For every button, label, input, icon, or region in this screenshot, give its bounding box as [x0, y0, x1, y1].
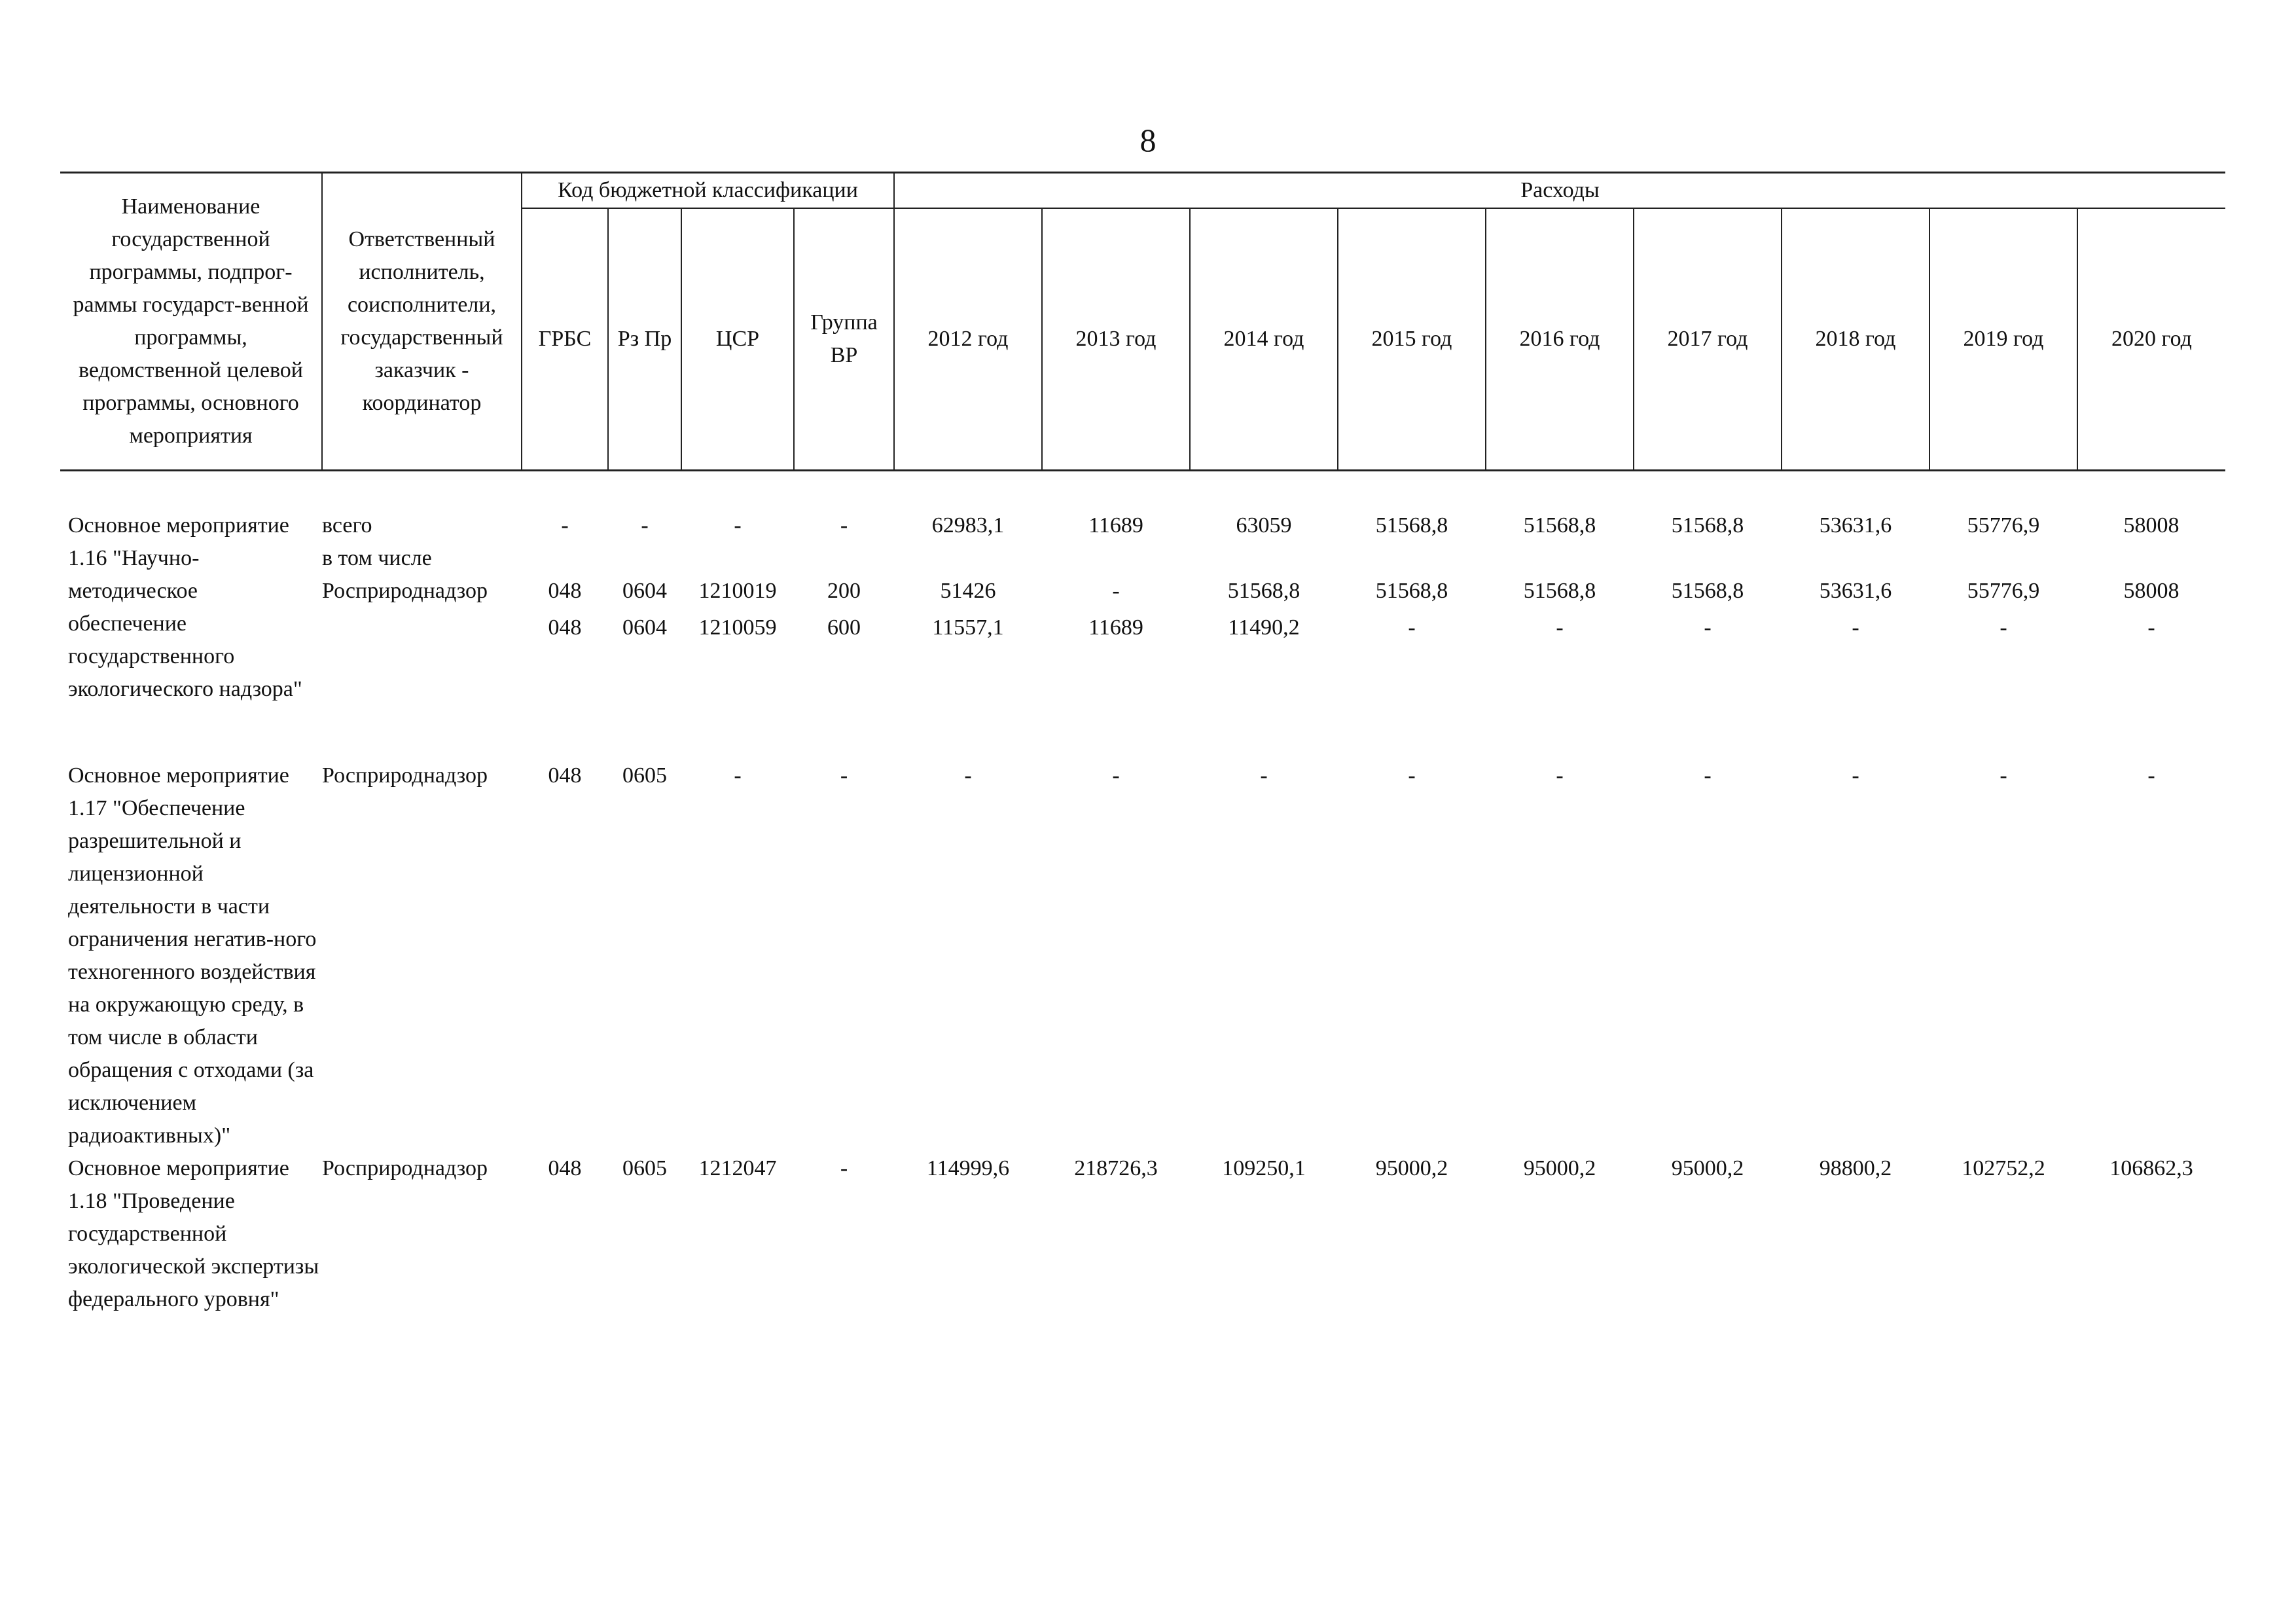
value-2017: 51568,8 [1671, 513, 1744, 538]
value-2016: 95000,2 [1523, 1156, 1596, 1180]
value-2020: - [2147, 615, 2155, 640]
value-2014: - [1260, 763, 1268, 788]
table-row [60, 611, 2225, 759]
vr-cell: 600 [827, 615, 861, 640]
value-2019: - [2000, 763, 2007, 788]
responsible-cell: Росприроднадзор [322, 763, 488, 788]
value-2019: 55776,9 [1967, 513, 2040, 538]
value-2013: 11689 [1088, 615, 1143, 640]
value-2018: 53631,6 [1819, 513, 1892, 538]
table-row [60, 509, 2225, 575]
header-row-1 [60, 173, 2225, 209]
csr-cell: 1210019 [698, 579, 777, 603]
activity-name: Основное мероприятие 1.16 "Научно-методическое обеспечение государственного экологического надзора" [68, 513, 302, 701]
vr-cell: - [840, 513, 848, 538]
responsible-cell [322, 509, 522, 575]
header-year-2018: 2018 год [1782, 208, 1929, 471]
csr-cell: 1210059 [698, 615, 777, 640]
header-year-2017: 2017 год [1634, 208, 1782, 471]
grbs-cell: 048 [548, 579, 582, 603]
header-name-col: Наименование государственной программы, подпрог-раммы государст-венной программы, ведомственной целевой программы, основного мероприятия [60, 173, 322, 471]
responsible-cell: Росприроднадзор [322, 1156, 488, 1180]
value-2014: 51568,8 [1227, 579, 1300, 603]
value-2014: 11490,2 [1228, 615, 1300, 640]
vr-cell: - [840, 1156, 848, 1180]
table-row [60, 759, 2225, 1152]
value-2013: - [1112, 579, 1120, 603]
rzpr-cell: 0605 [622, 763, 667, 788]
header-rzpr: Рз Пр [608, 208, 681, 471]
table-row [60, 1152, 2225, 1316]
responsible-cell: Росприроднадзор [322, 579, 488, 603]
grbs-cell: - [561, 513, 569, 538]
value-2018: - [1852, 615, 1859, 640]
activity-name: Основное мероприятие 1.18 "Проведение государственной экологической экспертизы федерального уровня" [68, 1156, 319, 1311]
vr-cell: 200 [827, 579, 861, 603]
value-2020: 58008 [2123, 579, 2179, 603]
page-number: 8 [1139, 122, 1157, 158]
header-expenses: Расходы [894, 173, 2225, 209]
value-2019: - [2000, 615, 2007, 640]
header-year-2019: 2019 год [1929, 208, 2077, 471]
vr-cell: - [840, 763, 848, 788]
header-year-2014: 2014 год [1190, 208, 1338, 471]
header-year-2012: 2012 год [894, 208, 1042, 471]
header-year-2013: 2013 год [1042, 208, 1190, 471]
value-2013: 218726,3 [1074, 1156, 1158, 1180]
csr-cell: 1212047 [698, 1156, 777, 1180]
value-2018: 53631,6 [1819, 579, 1892, 603]
header-responsible-col: Ответственный исполнитель, соисполнители, государственный заказчик - координатор [322, 173, 522, 471]
activity-name: Основное мероприятие 1.17 "Обеспечение разрешительной и лицензионной деятельности в части ограничения негатив-ного техногенного воздействия на окружающую среду, в том числе в области обращения с отходами (за исключением радиоактивных)" [68, 763, 317, 1148]
value-2020: 106862,3 [2109, 1156, 2193, 1180]
value-2017: 95000,2 [1671, 1156, 1744, 1180]
value-2019: 102752,2 [1962, 1156, 2045, 1180]
csr-cell: - [734, 763, 742, 788]
value-2015: - [1408, 763, 1416, 788]
value-2013: - [1112, 763, 1120, 788]
value-2017: - [1704, 763, 1712, 788]
rzpr-cell: 0605 [622, 1156, 667, 1180]
value-2012: 114999,6 [926, 1156, 1010, 1180]
value-2018: 98800,2 [1819, 1156, 1892, 1180]
value-2015: 51568,8 [1375, 513, 1448, 538]
responsible-cell [322, 611, 522, 759]
table-row [60, 575, 2225, 611]
responsible-sublabel: в том числе [322, 546, 432, 570]
value-2016: 51568,8 [1523, 513, 1596, 538]
value-2020: 58008 [2123, 513, 2179, 538]
value-2014: 109250,1 [1222, 1156, 1306, 1180]
value-2015: 95000,2 [1375, 1156, 1448, 1180]
value-2013: 11689 [1088, 513, 1143, 538]
value-2018: - [1852, 763, 1859, 788]
header-budget-code: Код бюджетной классификации [522, 173, 894, 209]
header-year-2015: 2015 год [1338, 208, 1486, 471]
responsible-label: всего [322, 513, 372, 538]
value-2017: 51568,8 [1671, 579, 1744, 603]
value-2012: 11557,1 [932, 615, 1004, 640]
value-2016: - [1556, 763, 1564, 788]
rzpr-cell: - [641, 513, 649, 538]
grbs-cell: 048 [548, 1156, 582, 1180]
grbs-cell: 048 [548, 615, 582, 640]
value-2014: 63059 [1236, 513, 1292, 538]
value-2016: - [1556, 615, 1564, 640]
value-2019: 55776,9 [1967, 579, 2040, 603]
value-2015: 51568,8 [1375, 579, 1448, 603]
value-2017: - [1704, 615, 1712, 640]
rzpr-cell: 0604 [622, 579, 667, 603]
csr-cell: - [734, 513, 742, 538]
value-2020: - [2147, 763, 2155, 788]
value-2012: 51426 [940, 579, 996, 603]
grbs-cell: 048 [548, 763, 582, 788]
header-year-2020: 2020 год [2077, 208, 2225, 471]
value-2015: - [1408, 615, 1416, 640]
value-2012: 62983,1 [931, 513, 1005, 538]
header-csr: ЦСР [681, 208, 794, 471]
rzpr-cell: 0604 [622, 615, 667, 640]
header-year-2016: 2016 год [1486, 208, 1634, 471]
budget-table [60, 172, 2225, 1316]
header-vr-group: Группа ВР [794, 208, 894, 471]
header-grbs: ГРБС [522, 208, 608, 471]
value-2012: - [964, 763, 972, 788]
value-2016: 51568,8 [1523, 579, 1596, 603]
